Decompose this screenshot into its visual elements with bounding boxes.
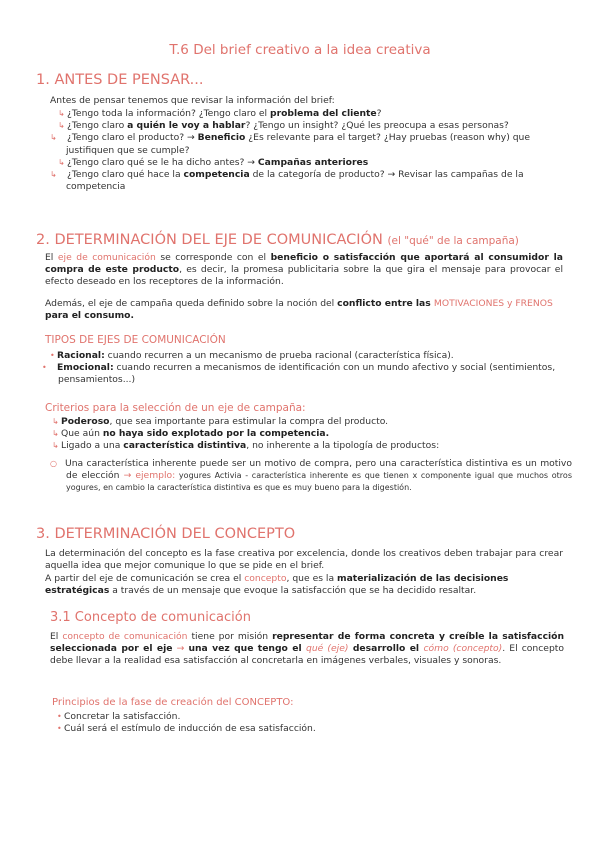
arrow-bullet-icon: ↳ xyxy=(52,441,59,451)
criterios-list xyxy=(52,416,564,453)
s2-paragraph-1: El eje de comunicación se corresponde con el beneficio o satisfacción que aportará al consumidor la compra de este producto, es decir, la promesa publicitaria sobre la que gira el mensaje para provocar el efecto deseado en los receptores de la información. xyxy=(45,252,563,288)
list-item: ↳ Que aún no haya sido explotado por la competencia. xyxy=(52,428,330,440)
tipos-heading: TIPOS DE EJES DE COMUNICACIÓN xyxy=(45,334,226,346)
list-item: ↳ ¿Tengo claro qué hace la competencia de la categoría de producto? → Revisar las campañas de la competencia xyxy=(50,169,524,193)
arrow-bullet-icon: ↳ xyxy=(58,109,65,118)
section-2-heading: 2. DETERMINACIÓN DEL EJE DE COMUNICACIÓN (el "qué" de la campaña) xyxy=(36,232,519,248)
bullet-dot-icon: • xyxy=(57,724,62,734)
bullet-dot-icon: • xyxy=(42,363,47,373)
arrow-bullet-icon: ↳ xyxy=(58,121,65,131)
s3-paragraph-1: La determinación del concepto es la fase creativa por excelencia, donde los creativos deben trabajar para crear aquella idea que mejor comunique lo que se pide en el brief. xyxy=(45,548,563,572)
list-item: • Racional: cuando recurren a un mecanismo de prueba racional (característica física). xyxy=(50,350,454,361)
criterio-example: ○ Una característica inherente puede ser un motivo de compra, pero una característica distintiva es un motivo de elección → ejemplo: yogures Activia - característica inherente es que tienen x componente igual que muchos otros yogures, en cambio la característica distintiva es que es muy bueno para la digestión. xyxy=(50,458,572,493)
list-item: • Concretar la satisfacción. xyxy=(57,711,181,722)
section-3-heading: 3. DETERMINACIÓN DEL CONCEPTO xyxy=(36,526,296,542)
s3-paragraph-3: El concepto de comunicación tiene por misión representar de forma concreta y creíble la satisfacción seleccionada por el eje → una vez que tengo el qué (eje) desarrollo el cómo (concepto). El concepto debe llevar a la realidad esa satisfacción al concretarla en imágenes verbales, visuales y sonoras. xyxy=(50,631,565,667)
principios-list xyxy=(57,711,557,735)
list-item: ↳ Poderoso, que sea importante para estimular la compra del producto. xyxy=(52,416,389,427)
list-item: • Cuál será el estímulo de inducción de esa satisfacción. xyxy=(57,723,316,735)
arrow-bullet-icon: ↳ xyxy=(50,170,57,180)
arrow-bullet-icon: ↳ xyxy=(58,157,65,167)
list-item: ↳ ¿Tengo claro a quién le voy a hablar? ¿Tengo un insight? ¿Qué les preocupa a esas personas? xyxy=(58,120,509,132)
list-item: ↳ ¿Tengo claro el producto? → Beneficio ¿Es relevante para el target? ¿Hay pruebas (reason why) que justifiquen que se cumple? xyxy=(50,132,531,156)
circle-bullet-icon: ○ xyxy=(50,459,57,468)
list-item: • Emocional: cuando recurren a mecanismos de identificación con un mundo afectivo y social (sentimientos, pensamientos...) xyxy=(42,362,556,386)
bullet-dot-icon: • xyxy=(50,351,55,360)
s2-paragraph-2: Además, el eje de campaña queda definido sobre la noción del conflicto entre las MOTIVACIONES y FRENOS para el consumo. xyxy=(45,298,553,322)
arrow-bullet-icon: ↳ xyxy=(52,429,59,439)
criterios-heading: Criterios para la selección de un eje de campaña: xyxy=(45,402,306,414)
arrow-bullet-icon: ↳ xyxy=(50,133,57,143)
page-title: T.6 Del brief creativo a la idea creativa xyxy=(169,42,431,58)
tipos-list xyxy=(42,350,565,387)
list-item: ↳ ¿Tengo toda la información? ¿Tengo claro el problema del cliente? xyxy=(58,108,382,119)
s1-question-list xyxy=(50,108,568,193)
subsection-3-1-heading: 3.1 Concepto de comunicación xyxy=(50,610,251,625)
list-item: ↳ Ligado a una característica distintiva, no inherente a la tipología de productos: xyxy=(52,440,440,452)
s1-intro: Antes de pensar tenemos que revisar la información del brief: xyxy=(50,95,335,106)
section-1-heading: 1. ANTES DE PENSAR... xyxy=(36,72,204,88)
bullet-dot-icon: • xyxy=(57,712,62,721)
arrow-bullet-icon: ↳ xyxy=(52,417,59,426)
principios-heading: Principios de la fase de creación del CONCEPTO: xyxy=(52,697,294,708)
s3-paragraph-2: A partir del eje de comunicación se crea el concepto, que es la materialización de las decisiones estratégicas a través de un mensaje que evoque la satisfacción que se ha decidido resaltar. xyxy=(45,573,509,597)
list-item: ↳ ¿Tengo claro qué se le ha dicho antes? → Campañas anteriores xyxy=(58,156,369,168)
